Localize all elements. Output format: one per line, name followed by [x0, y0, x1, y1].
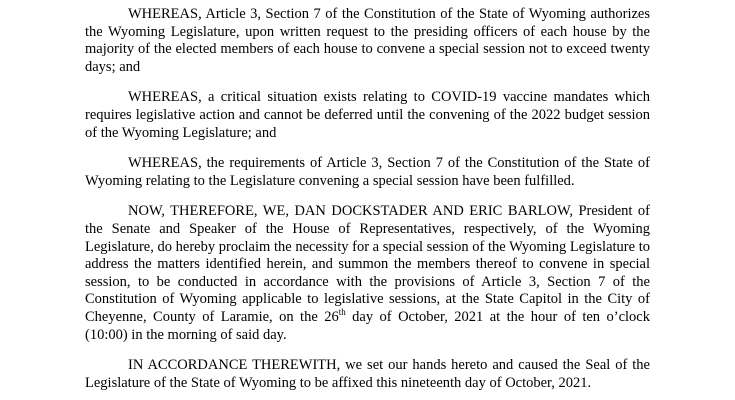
- paragraph-whereas-authorization: WHEREAS, Article 3, Section 7 of the Constitution of the State of Wyoming authorizes the Wyoming Legislature, upon written request to the presiding officers of each house by the majority of the elected members of each house to convene a special session not to exceed twenty days; and: [85, 6, 650, 75]
- ordinal-superscript: th: [338, 307, 346, 318]
- proclamation-text-before-superscript: NOW, THEREFORE, WE, DAN DOCKSTADER AND ERIC BARLOW, President of the Senate and Speaker of the House of Representatives, respectively, of the Wyoming Legislature, do hereby proclaim the necessity for a special session of the Wyoming Legislature to address the matters identified herein, and summon the members thereof to convene in special session, to be conducted in accordance with the provisions of Article 3, Section 7 of the Constitution of Wyoming applicable to legislative sessions, at the State Capitol in the City of Cheyenne, County of Laramie, on the 26: [85, 203, 650, 325]
- paragraph-whereas-critical-situation: WHEREAS, a critical situation exists relating to COVID-19 vaccine mandates which requires legislative action and cannot be deferred until the convening of the 2022 budget session of the Wyoming Legislature; and: [85, 89, 650, 141]
- paragraph-whereas-requirements-fulfilled: WHEREAS, the requirements of Article 3, Section 7 of the Constitution of the State of Wyoming relating to the Legislature convening a special session have been fulfilled.: [85, 155, 650, 189]
- proclamation-text-after-superscript: day of October, 2021 at the hour of ten o’clock (10:00) in the morning of said day.: [85, 308, 650, 343]
- paragraph-proclamation: [85, 203, 650, 344]
- paragraph-in-accordance: IN ACCORDANCE THEREWITH, we set our hands hereto and caused the Seal of the Legislature of the State of Wyoming to be affixed this nineteenth day of October, 2021.: [85, 357, 650, 391]
